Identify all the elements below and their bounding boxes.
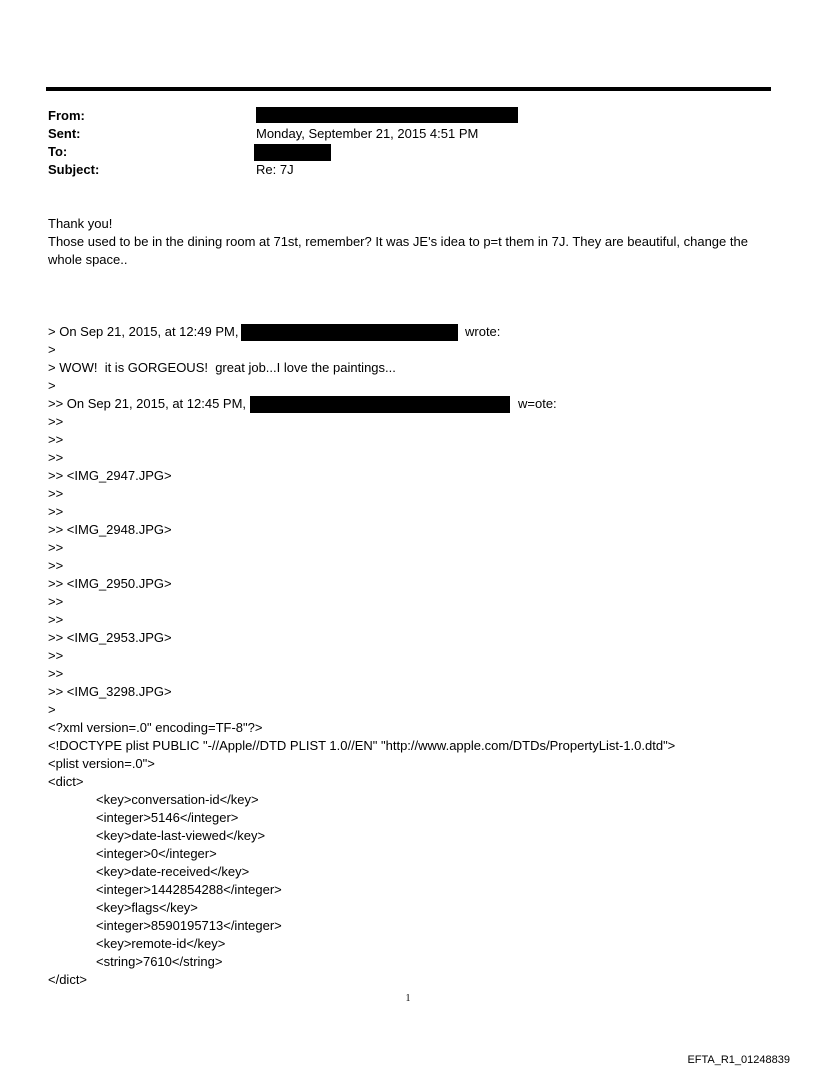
quote-line: >> xyxy=(48,648,64,663)
xml-line: <key>flags</key> xyxy=(96,900,198,915)
quote-line: > On Sep 21, 2015, at 12:49 PM, xyxy=(48,324,239,339)
xml-line: </dict> xyxy=(48,972,88,987)
attachment-line: >> <IMG_2953.JPG> xyxy=(48,630,172,645)
quote-line: >> On Sep 21, 2015, at 12:45 PM, xyxy=(48,396,247,411)
xml-line: <key>remote-id</key> xyxy=(96,936,226,951)
body-line: Those used to be in the dining room at 71st, remember? It was JE's idea to p=t them in 7J. They are beautiful, change the xyxy=(48,234,748,249)
body-line: Thank you! xyxy=(48,216,113,231)
page-number: 1 xyxy=(405,993,411,1004)
quote-line: > WOW! it is GORGEOUS! great job...I love the paintings... xyxy=(48,360,396,375)
quote-line: >> xyxy=(48,540,64,555)
xml-line: <key>date-received</key> xyxy=(96,864,250,879)
document-id: EFTA_R1_01248839 xyxy=(687,1054,790,1066)
attachment-line: >> <IMG_2950.JPG> xyxy=(48,576,172,591)
attachment-line: >> <IMG_2947.JPG> xyxy=(48,468,172,483)
quote-line: >> xyxy=(48,432,64,447)
quote-line: >> xyxy=(48,594,64,609)
header-rule xyxy=(46,87,771,91)
quote-line: w=ote: xyxy=(518,396,557,411)
quote-line: > xyxy=(48,702,56,717)
xml-line: <integer>8590195713</integer> xyxy=(96,918,282,933)
sent-value: Monday, September 21, 2015 4:51 PM xyxy=(256,126,479,141)
subject-value: Re: 7J xyxy=(256,162,294,177)
quote-line: > xyxy=(48,342,56,357)
quote-line: >> xyxy=(48,612,64,627)
sent-label: Sent: xyxy=(48,126,81,141)
body-line: whole space.. xyxy=(48,252,128,267)
xml-line: <?xml version=.0" encoding=TF-8"?> xyxy=(48,720,263,735)
redacted-sender xyxy=(241,324,458,341)
xml-line: <integer>5146</integer> xyxy=(96,810,239,825)
attachment-line: >> <IMG_2948.JPG> xyxy=(48,522,172,537)
redacted-sender xyxy=(250,396,510,413)
xml-line: <key>conversation-id</key> xyxy=(96,792,259,807)
xml-line: <integer>1442854288</integer> xyxy=(96,882,282,897)
quote-line: > xyxy=(48,378,56,393)
quote-line: >> xyxy=(48,504,64,519)
xml-line: <integer>0</integer> xyxy=(96,846,217,861)
to-label: To: xyxy=(48,144,68,159)
quote-line: >> xyxy=(48,666,64,681)
quote-line: wrote: xyxy=(465,324,501,339)
xml-line: <dict> xyxy=(48,774,84,789)
xml-line: <!DOCTYPE plist PUBLIC "-//Apple//DTD PLIST 1.0//EN" "http://www.apple.com/DTDs/PropertyList-1.0.dtd"> xyxy=(48,738,676,753)
redacted-to xyxy=(254,144,331,161)
subject-label: Subject: xyxy=(48,162,100,177)
xml-line: <key>date-last-viewed</key> xyxy=(96,828,266,843)
attachment-line: >> <IMG_3298.JPG> xyxy=(48,684,172,699)
xml-line: <plist version=.0"> xyxy=(48,756,155,771)
quote-line: >> xyxy=(48,558,64,573)
from-label: From: xyxy=(48,108,85,123)
quote-line: >> xyxy=(48,414,64,429)
redacted-from xyxy=(256,107,518,123)
quote-line: >> xyxy=(48,486,64,501)
quote-line: >> xyxy=(48,450,64,465)
xml-line: <string>7610</string> xyxy=(96,954,223,969)
